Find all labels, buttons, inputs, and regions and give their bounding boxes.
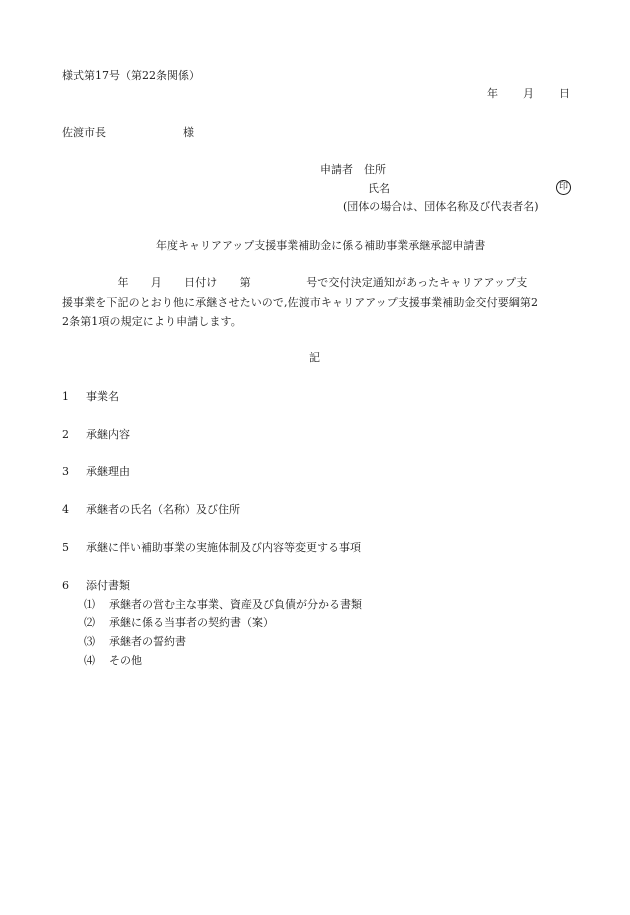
- attachment-number: ⑷: [84, 654, 95, 667]
- attachment-2: [84, 617, 274, 628]
- applicant-name-label: 氏名: [368, 182, 390, 195]
- item-label: 承継者の氏名（名称）及び住所: [86, 503, 240, 516]
- document-title: 年度キャリアアップ支援事業補助金に係る補助事業承継承認申請書: [156, 239, 486, 252]
- form-label: 様式第17号（第22条関係）: [62, 69, 200, 82]
- seal-mark: 印: [556, 180, 571, 195]
- addressee: 佐渡市長 様: [62, 126, 194, 139]
- item-label: 承継に伴い補助事業の実施体制及び内容等変更する事項: [86, 541, 361, 554]
- item-3: [62, 466, 130, 477]
- item-label: 添付書類: [86, 579, 130, 592]
- item-5: [62, 542, 361, 553]
- date-line: 年 月 日: [487, 87, 571, 100]
- attachment-label: 承継者の誓約書: [109, 635, 186, 648]
- item-label: 承継内容: [86, 428, 130, 441]
- attachment-label: その他: [109, 654, 142, 667]
- body-line-1: 年 月 日付け 第 号で交付決定通知があったキャリアアップ支: [62, 276, 528, 289]
- item-1: [62, 391, 119, 402]
- item-number: 6: [62, 579, 69, 592]
- ki-heading: 記: [309, 351, 320, 364]
- attachment-4: [84, 655, 142, 666]
- applicant-address-label: 申請者 住所: [320, 163, 386, 176]
- item-6: [62, 580, 130, 591]
- item-number: 1: [62, 390, 69, 403]
- attachment-1: [84, 599, 362, 610]
- body-line-2: 援事業を下記のとおり他に承継させたいので,佐渡市キャリアアップ支援事業補助金交付要綱第2: [62, 296, 539, 309]
- item-number: 2: [62, 428, 69, 441]
- item-4: [62, 504, 240, 515]
- body-line-3: 2条第1項の規定により申請します。: [62, 315, 242, 328]
- item-number: 4: [62, 503, 69, 516]
- attachment-label: 承継者の営む主な事業、資産及び負債が分かる書類: [109, 598, 362, 611]
- attachment-number: ⑴: [84, 598, 95, 611]
- item-2: [62, 429, 130, 440]
- attachment-number: ⑶: [84, 635, 95, 648]
- item-label: 事業名: [86, 390, 119, 403]
- item-number: 3: [62, 465, 69, 478]
- item-label: 承継理由: [86, 465, 130, 478]
- attachment-label: 承継に係る当事者の契約書（案）: [109, 616, 274, 629]
- attachment-number: ⑵: [84, 616, 95, 629]
- applicant-note: (団体の場合は、団体名称及び代表者名): [343, 200, 539, 213]
- attachment-3: [84, 636, 186, 647]
- item-number: 5: [62, 541, 69, 554]
